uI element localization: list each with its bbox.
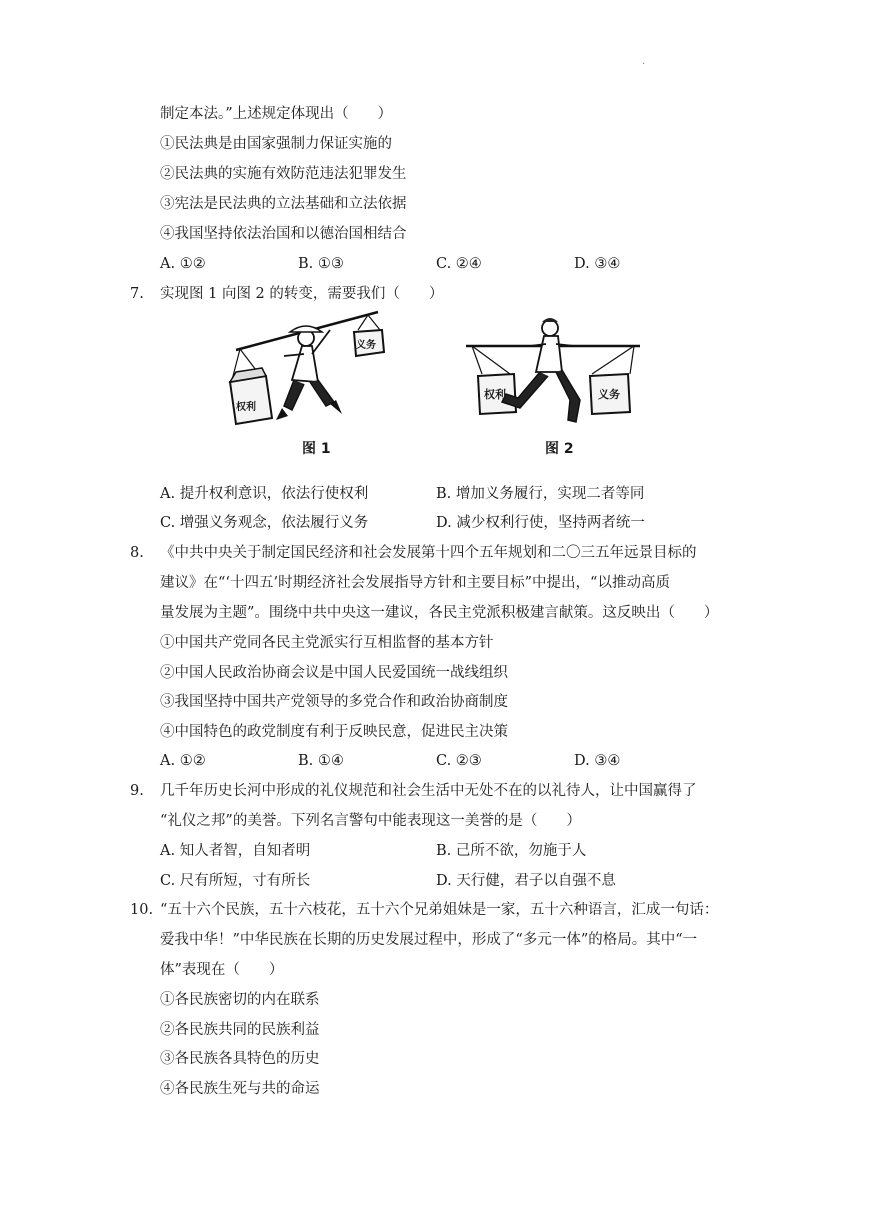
q7-option-c: C. 增强义务观念，依法履行义务 [160,515,369,531]
q6-statement-4: ④我国坚持依法治国和以德治国相结合 [160,226,407,242]
q7-figure-1 [218,310,388,435]
q8-statement-3: ③我国坚持中国共产党领导的多党合作和政治协商制度 [160,694,508,710]
q6-option-b: B. ①③ [298,256,344,272]
q9-option-c: C. 尺有所短，寸有所长 [160,873,311,889]
q7-figure-1-caption: 图 1 [302,441,331,457]
q8-stem-line-2: 建议》在“‘十四五’时期经济社会发展指导方针和主要目标”中提出，“以推动高质 [160,575,670,591]
header-mark: . [642,56,646,67]
q8-statement-1: ①中国共产党同各民主党派实行互相监督的基本方针 [160,635,494,651]
q7-number: 7. [130,286,144,302]
q10-statement-1: ①各民族密切的内在联系 [160,992,320,1008]
fig2-right-basket-label: 义务 [598,388,620,401]
q9-option-d: D. 天行健，君子以自强不息 [436,873,616,889]
q6-option-c: C. ②④ [436,256,482,272]
q9-option-a: A. 知人者智，自知者明 [160,843,311,859]
q9-option-b: B. 己所不欲，勿施于人 [436,843,587,859]
q7-option-b: B. 增加义务履行，实现二者等同 [436,486,645,502]
fig2-left-basket-label: 权利 [484,388,506,401]
q9-stem-line-2: “礼仪之邦”的美誉。下列名言警句中能表现这一美誉的是（ ） [160,813,581,829]
q7-option-a: A. 提升权利意识，依法行使权利 [160,486,369,502]
q9-stem-line-1: 几千年历史长河中形成的礼仪规范和社会生活中无处不在的以礼待人，让中国赢得了 [160,783,697,799]
q8-statement-2: ②中国人民政治协商会议是中国人民爱国统一战线组织 [160,665,508,681]
q6-statement-3: ③宪法是民法典的立法基础和立法依据 [160,196,407,212]
q10-stem-line-1: “五十六个民族，五十六枝花，五十六个兄弟姐妹是一家，五十六种语言，汇成一句话： [160,902,719,918]
q6-statement-2: ②民法典的实施有效防范违法犯罪发生 [160,166,407,182]
q7-stem: 实现图 1 向图 2 的转变，需要我们（ ） [160,286,444,302]
q7-figure-2 [458,316,648,436]
q10-stem-line-2: 爱我中华！”中华民族在长期的历史发展过程中，形成了“多元一体”的格局。其中“一 [160,932,698,948]
fig1-right-basket-label: 义务 [356,340,376,351]
q6-option-a: A. ①② [160,256,206,272]
q10-statement-4: ④各民族生死与共的命运 [160,1081,320,1097]
q7-figure-2-caption: 图 2 [545,441,574,457]
q8-number: 8. [130,545,144,561]
q7-option-d: D. 减少权利行使，坚持两者统一 [436,515,645,531]
q8-statement-4: ④中国特色的政党制度有利于反映民意，促进民主决策 [160,724,508,740]
q8-stem-line-1: 《中共中央关于制定国民经济和社会发展第十四个五年规划和二〇三五年远景目标的 [160,545,697,561]
q10-stem-line-3: 体”表现在（ ） [160,962,284,978]
fig1-left-basket-label: 权利 [236,402,256,413]
q9-number: 9. [130,783,144,799]
q8-option-b: B. ①④ [298,753,344,769]
q8-stem-line-3: 量发展为主题”。围绕中共中央这一建议，各民主党派积极建言献策。这反映出（ ） [160,605,719,621]
q8-option-a: A. ①② [160,753,206,769]
q6-stem-tail: 制定本法。”上述规定体现出（ ） [160,106,393,122]
q6-statement-1: ①民法典是由国家强制力保证实施的 [160,136,392,152]
q8-option-c: C. ②③ [436,753,482,769]
q10-number: 10. [130,902,154,918]
q6-option-d: D. ③④ [574,256,621,272]
q10-statement-2: ②各民族共同的民族利益 [160,1022,320,1038]
q10-statement-3: ③各民族各具特色的历史 [160,1051,320,1067]
q8-option-d: D. ③④ [574,753,621,769]
